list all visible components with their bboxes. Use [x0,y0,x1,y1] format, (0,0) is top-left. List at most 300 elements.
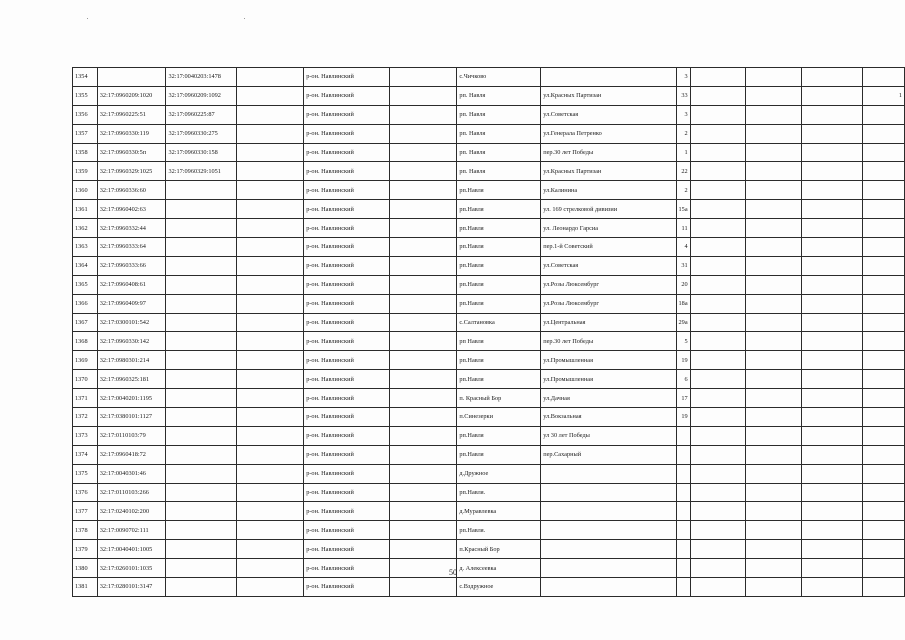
row-number-cell: 1367 [73,313,98,332]
extra-value-cell [862,426,904,445]
house-number-cell [676,483,690,502]
table-row [73,332,905,351]
locality-cell: рп.Навля [457,294,541,313]
empty-cell [390,389,457,408]
empty-cell [801,502,862,521]
empty-cell [801,464,862,483]
house-number-cell: 19 [676,351,690,370]
table-row [73,351,905,370]
previous-cadastral-number-cell: 32:17:0960225:87 [166,105,237,124]
empty-cell [690,502,745,521]
cadastral-number-cell: 32:17:0960402:63 [97,200,166,219]
empty-cell [237,294,304,313]
extra-value-cell [862,162,904,181]
empty-cell [390,483,457,502]
house-number-cell: 4 [676,238,690,257]
empty-cell [746,540,801,559]
table-row [73,294,905,313]
row-number-cell: 1354 [73,68,98,87]
previous-cadastral-number-cell [166,408,237,427]
empty-cell [390,105,457,124]
empty-cell [690,275,745,294]
locality-cell: д.Дружное [457,464,541,483]
district-cell: р-он. Навлинский [304,332,390,351]
district-cell: р-он. Навлинский [304,105,390,124]
empty-cell [690,238,745,257]
empty-cell [690,426,745,445]
locality-cell: рп.Навля [457,219,541,238]
empty-cell [390,294,457,313]
cadastral-number-cell: 32:17:0960336:60 [97,181,166,200]
empty-cell [237,275,304,294]
table-row [73,275,905,294]
row-number-cell: 1357 [73,124,98,143]
house-number-cell [676,540,690,559]
row-number-cell: 1375 [73,464,98,483]
district-cell: р-он. Навлинский [304,389,390,408]
street-cell [541,540,676,559]
street-cell: пер.30 лет Победы [541,332,676,351]
street-cell: ул.Розы Люксембург [541,275,676,294]
empty-cell [746,464,801,483]
empty-cell [746,219,801,238]
cadastral-number-cell: 32:17:0960330:5п [97,143,166,162]
empty-cell [237,464,304,483]
extra-value-cell [862,275,904,294]
table-row [73,143,905,162]
empty-cell [690,124,745,143]
row-number-cell: 1373 [73,426,98,445]
locality-cell: рп.Навля [457,370,541,389]
cadastral-number-cell: 32:17:0960330:142 [97,332,166,351]
empty-cell [801,256,862,275]
table-row [73,408,905,427]
table-row [73,238,905,257]
extra-value-cell [862,389,904,408]
empty-cell [390,464,457,483]
empty-cell [746,124,801,143]
street-cell [541,483,676,502]
empty-cell [390,200,457,219]
cadastral-number-cell: 32:17:0040301:46 [97,464,166,483]
cadastral-number-cell: 32:17:0960418:72 [97,445,166,464]
house-number-cell: 33 [676,86,690,105]
empty-cell [390,68,457,87]
street-cell [541,502,676,521]
extra-value-cell [862,332,904,351]
row-number-cell: 1369 [73,351,98,370]
previous-cadastral-number-cell [166,426,237,445]
street-cell [541,68,676,87]
cadastral-number-cell: 32:17:0960333:66 [97,256,166,275]
empty-cell [746,256,801,275]
street-cell: ул.Вокзальная [541,408,676,427]
empty-cell [746,426,801,445]
previous-cadastral-number-cell: 32:17:0960330:158 [166,143,237,162]
previous-cadastral-number-cell [166,502,237,521]
row-number-cell: 1359 [73,162,98,181]
street-cell: пер.Сахарный [541,445,676,464]
street-cell: ул.Генерала Петренко [541,124,676,143]
cadastral-number-cell: 32:17:0960408:61 [97,275,166,294]
locality-cell: рп.Навля. [457,483,541,502]
empty-cell [746,275,801,294]
empty-cell [801,483,862,502]
house-number-cell: 2 [676,124,690,143]
previous-cadastral-number-cell: 32:17:0960330:275 [166,124,237,143]
row-number-cell: 1380 [73,559,98,578]
page-number: 50 [449,568,457,577]
empty-cell [690,313,745,332]
cadastral-number-cell: 32:17:0960409:97 [97,294,166,313]
extra-value-cell [862,238,904,257]
locality-cell: рп. Навля [457,162,541,181]
empty-cell [746,578,801,597]
cadastral-number-cell: 32:17:0110103:266 [97,483,166,502]
district-cell: р-он. Навлинский [304,219,390,238]
locality-cell: рп. Навля [457,124,541,143]
cadastral-number-cell: 32:17:0260101:1035 [97,559,166,578]
locality-cell: п. Красный Бор [457,389,541,408]
house-number-cell [676,445,690,464]
empty-cell [746,181,801,200]
table-row [73,502,905,521]
empty-cell [237,313,304,332]
extra-value-cell [862,219,904,238]
empty-cell [690,143,745,162]
table-row [73,256,905,275]
previous-cadastral-number-cell [166,540,237,559]
previous-cadastral-number-cell: 32:17:0960209:1092 [166,86,237,105]
empty-cell [746,86,801,105]
street-cell: ул.Промышленная [541,351,676,370]
empty-cell [746,483,801,502]
empty-cell [237,370,304,389]
district-cell: р-он. Навлинский [304,408,390,427]
extra-value-cell [862,105,904,124]
row-number-cell: 1372 [73,408,98,427]
street-cell: ул.Центральная [541,313,676,332]
empty-cell [237,143,304,162]
house-number-cell: 3 [676,68,690,87]
empty-cell [690,521,745,540]
empty-cell [237,426,304,445]
locality-cell: с.Вздружное [457,578,541,597]
empty-cell [801,389,862,408]
empty-cell [390,332,457,351]
empty-cell [801,143,862,162]
previous-cadastral-number-cell: 32:17:0040203:1478 [166,68,237,87]
empty-cell [690,105,745,124]
previous-cadastral-number-cell [166,275,237,294]
empty-cell [237,332,304,351]
cadastral-number-cell: 32:17:0960330:119 [97,124,166,143]
cadastral-number-cell: 32:17:0240102:200 [97,502,166,521]
empty-cell [390,256,457,275]
empty-cell [690,408,745,427]
table-row [73,86,905,105]
locality-cell: д.Муравлевка [457,502,541,521]
empty-cell [237,540,304,559]
house-number-cell [676,426,690,445]
cadastral-number-cell: 32:17:0280101:3147 [97,578,166,597]
cadastral-number-cell: 32:17:0090702:111 [97,521,166,540]
empty-cell [801,219,862,238]
empty-cell [801,408,862,427]
street-cell [541,559,676,578]
district-cell: р-он. Навлинский [304,200,390,219]
previous-cadastral-number-cell [166,313,237,332]
table-row [73,370,905,389]
district-cell: р-он. Навлинский [304,162,390,181]
cadastral-number-cell: 32:17:0960329:1025 [97,162,166,181]
empty-cell [801,275,862,294]
row-number-cell: 1368 [73,332,98,351]
empty-cell [237,181,304,200]
empty-cell [390,540,457,559]
district-cell: р-он. Навлинский [304,68,390,87]
empty-cell [237,445,304,464]
table-row [73,313,905,332]
district-cell: р-он. Навлинский [304,124,390,143]
street-cell: пер.1-й Советский [541,238,676,257]
cadastral-number-cell: 32:17:0300101:542 [97,313,166,332]
empty-cell [390,181,457,200]
empty-cell [690,578,745,597]
table-row [73,540,905,559]
cadastral-number-cell: 32:17:0960332:44 [97,219,166,238]
previous-cadastral-number-cell [166,445,237,464]
street-cell: ул.Розы Люксембург [541,294,676,313]
empty-cell [746,294,801,313]
empty-cell [690,483,745,502]
empty-cell [746,559,801,578]
house-number-cell: 11 [676,219,690,238]
empty-cell [690,200,745,219]
empty-cell [690,162,745,181]
extra-value-cell [862,294,904,313]
extra-value-cell [862,559,904,578]
previous-cadastral-number-cell [166,200,237,219]
locality-cell: рп Навля [457,332,541,351]
extra-value-cell [862,578,904,597]
empty-cell [801,445,862,464]
empty-cell [801,332,862,351]
empty-cell [801,313,862,332]
district-cell: р-он. Навлинский [304,578,390,597]
empty-cell [746,445,801,464]
locality-cell: рп.Навля [457,181,541,200]
cadastral-number-cell: 32:17:0110103:79 [97,426,166,445]
row-number-cell: 1356 [73,105,98,124]
empty-cell [801,351,862,370]
previous-cadastral-number-cell [166,370,237,389]
empty-cell [801,370,862,389]
extra-value-cell [862,483,904,502]
registry-table-body [73,68,905,597]
empty-cell [801,521,862,540]
empty-cell [690,181,745,200]
locality-cell: с.Салтановка [457,313,541,332]
empty-cell [746,408,801,427]
empty-cell [237,256,304,275]
house-number-cell: 31 [676,256,690,275]
district-cell: р-он. Навлинский [304,181,390,200]
street-cell [541,464,676,483]
cadastral-number-cell: 32:17:0980301:214 [97,351,166,370]
house-number-cell: 19 [676,408,690,427]
previous-cadastral-number-cell [166,483,237,502]
street-cell [541,521,676,540]
house-number-cell [676,464,690,483]
street-cell: ул.Красных Партизан [541,86,676,105]
empty-cell [390,219,457,238]
empty-cell [690,540,745,559]
empty-cell [746,521,801,540]
house-number-cell: 29а [676,313,690,332]
row-number-cell: 1377 [73,502,98,521]
table-row [73,389,905,408]
extra-value-cell [862,256,904,275]
empty-cell [746,389,801,408]
empty-cell [390,578,457,597]
table-row [73,426,905,445]
scan-speck [244,18,245,19]
district-cell: р-он. Навлинский [304,86,390,105]
house-number-cell [676,521,690,540]
row-number-cell: 1376 [73,483,98,502]
extra-value-cell [862,68,904,87]
empty-cell [690,86,745,105]
district-cell: р-он. Навлинский [304,483,390,502]
house-number-cell: 18а [676,294,690,313]
locality-cell: рп.Навля [457,256,541,275]
street-cell: ул.Калинина [541,181,676,200]
locality-cell: рп.Навля [457,445,541,464]
empty-cell [801,426,862,445]
extra-value-cell [862,445,904,464]
previous-cadastral-number-cell [166,256,237,275]
extra-value-cell [862,351,904,370]
empty-cell [237,578,304,597]
district-cell: р-он. Навлинский [304,143,390,162]
previous-cadastral-number-cell [166,219,237,238]
empty-cell [390,370,457,389]
empty-cell [690,464,745,483]
empty-cell [237,521,304,540]
previous-cadastral-number-cell [166,351,237,370]
district-cell: р-он. Навлинский [304,370,390,389]
empty-cell [390,238,457,257]
extra-value-cell [862,200,904,219]
district-cell: р-он. Навлинский [304,275,390,294]
row-number-cell: 1366 [73,294,98,313]
street-cell: ул.Промышленная [541,370,676,389]
empty-cell [390,351,457,370]
empty-cell [690,370,745,389]
empty-cell [801,200,862,219]
house-number-cell [676,502,690,521]
house-number-cell: 20 [676,275,690,294]
empty-cell [690,294,745,313]
house-number-cell [676,559,690,578]
row-number-cell: 1362 [73,219,98,238]
empty-cell [237,219,304,238]
locality-cell: рп.Навля [457,426,541,445]
locality-cell: с.Чичково [457,68,541,87]
street-cell: ул.Дачная [541,389,676,408]
row-number-cell: 1355 [73,86,98,105]
table-row [73,483,905,502]
empty-cell [801,578,862,597]
locality-cell: рп. Навля [457,105,541,124]
table-row [73,162,905,181]
empty-cell [746,502,801,521]
row-number-cell: 1360 [73,181,98,200]
empty-cell [690,445,745,464]
empty-cell [801,86,862,105]
extra-value-cell: 1 [862,86,904,105]
row-number-cell: 1378 [73,521,98,540]
table-row [73,464,905,483]
locality-cell: п.Красный Бор [457,540,541,559]
extra-value-cell [862,370,904,389]
row-number-cell: 1363 [73,238,98,257]
extra-value-cell [862,124,904,143]
cadastral-number-cell: 32:17:0040401:1005 [97,540,166,559]
empty-cell [237,124,304,143]
row-number-cell: 1371 [73,389,98,408]
empty-cell [801,181,862,200]
district-cell: р-он. Навлинский [304,540,390,559]
empty-cell [690,256,745,275]
row-number-cell: 1379 [73,540,98,559]
row-number-cell: 1381 [73,578,98,597]
house-number-cell: 17 [676,389,690,408]
locality-cell: рп.Навля [457,200,541,219]
district-cell: р-он. Навлинский [304,445,390,464]
district-cell: р-он. Навлинский [304,256,390,275]
row-number-cell: 1374 [73,445,98,464]
previous-cadastral-number-cell [166,238,237,257]
empty-cell [801,105,862,124]
empty-cell [237,483,304,502]
district-cell: р-он. Навлинский [304,521,390,540]
empty-cell [237,68,304,87]
cadastral-number-cell: 32:17:0960325:181 [97,370,166,389]
empty-cell [237,86,304,105]
table-row [73,105,905,124]
empty-cell [390,275,457,294]
empty-cell [390,143,457,162]
district-cell: р-он. Навлинский [304,313,390,332]
cadastral-number-cell: 32:17:0960225:51 [97,105,166,124]
table-row [73,578,905,597]
locality-cell: рп. Навля [457,86,541,105]
previous-cadastral-number-cell [166,559,237,578]
table-row [73,521,905,540]
cadastral-number-cell: 32:17:0380101:1127 [97,408,166,427]
extra-value-cell [862,502,904,521]
empty-cell [237,162,304,181]
empty-cell [746,351,801,370]
empty-cell [237,351,304,370]
locality-cell: рп.Навля [457,351,541,370]
previous-cadastral-number-cell [166,464,237,483]
row-number-cell: 1361 [73,200,98,219]
locality-cell: рп.Навля [457,275,541,294]
empty-cell [801,68,862,87]
